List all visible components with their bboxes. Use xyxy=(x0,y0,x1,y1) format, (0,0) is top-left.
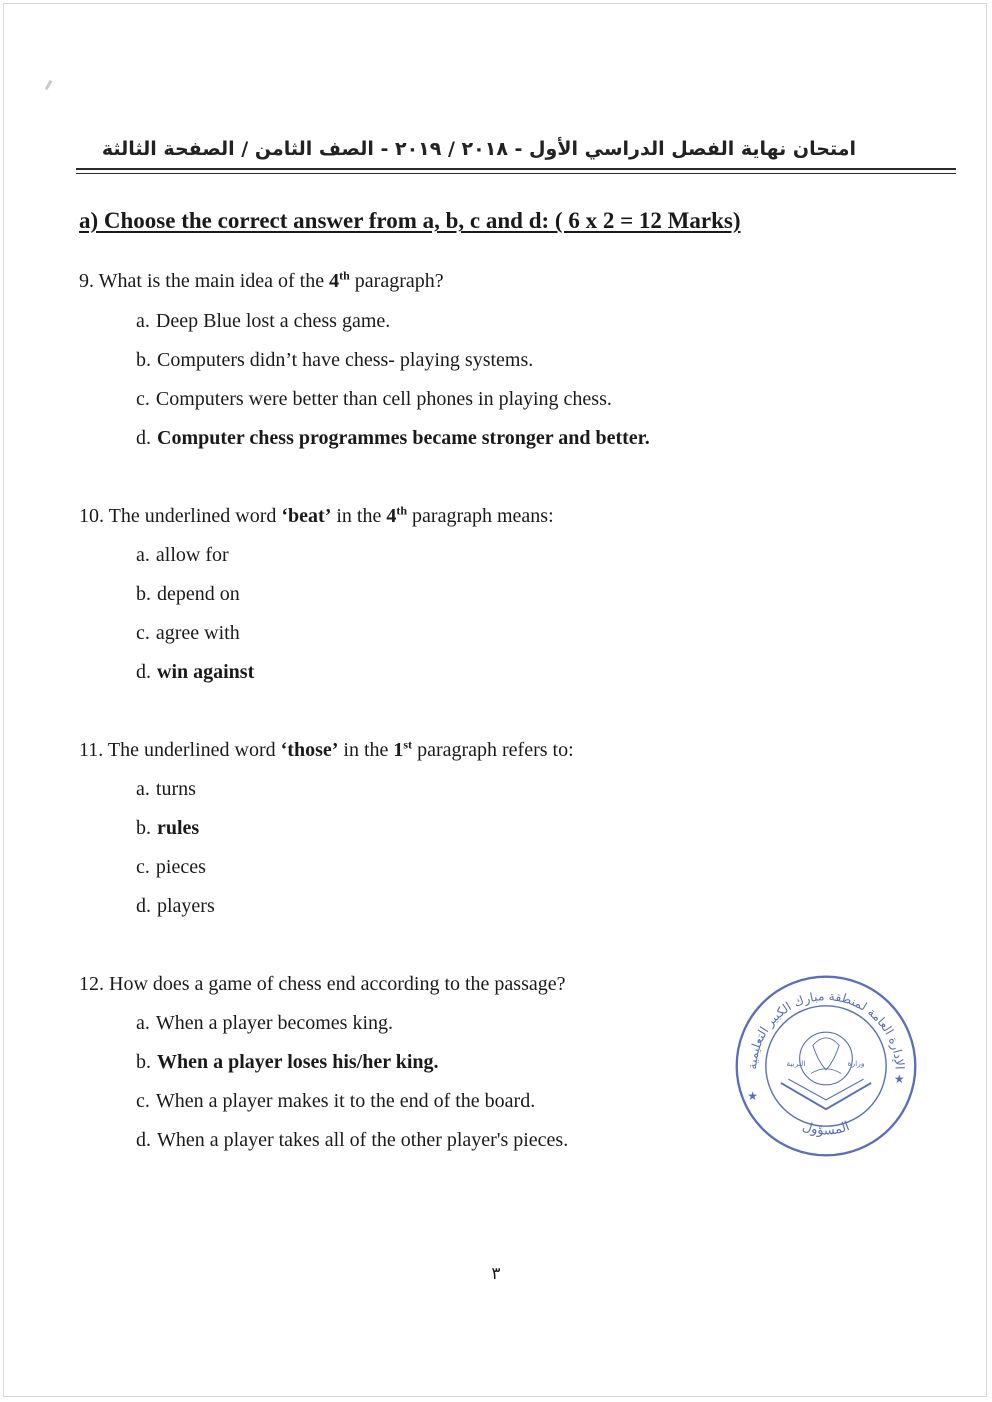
paragraph-number: 1 xyxy=(393,739,404,761)
option-9c xyxy=(136,388,612,411)
paragraph-number: 4 xyxy=(329,270,340,292)
option-label: d. xyxy=(136,427,151,449)
option-text-correct: When a player loses his/her king. xyxy=(157,1051,439,1073)
question-text-mid: in the xyxy=(338,739,394,761)
option-text: When a player makes it to the end of the board. xyxy=(155,1090,536,1112)
question-text: 12. How does a game of chess end according to the passage? xyxy=(79,973,566,995)
option-label: d. xyxy=(136,895,151,917)
seal-star-left-icon: ★ xyxy=(747,1088,759,1103)
option-text: players xyxy=(157,895,215,917)
option-10d xyxy=(136,661,254,684)
exam-header-title: امتحان نهاية الفصل الدراسي الأول - ٢٠١٨ / ٢٠١٩ - الصف الثامن / الصفحة الثالثة xyxy=(101,138,856,160)
seal-ring-text: الإدارة العامة لمنطقة مبارك الكبير التعليمية xyxy=(745,989,907,1070)
target-word: ‘those’ xyxy=(280,739,339,761)
svg-text:الإدارة العامة لمنطقة مبارك ال xyxy=(745,989,906,1070)
paragraph-number: 4 xyxy=(386,505,397,527)
option-text: allow for xyxy=(155,544,229,566)
seal-star-right-icon: ★ xyxy=(893,1071,905,1086)
option-label: b. xyxy=(136,349,151,371)
option-text: depend on xyxy=(157,583,240,605)
ordinal-suffix: th xyxy=(339,268,350,283)
ordinal-suffix: th xyxy=(396,503,408,518)
option-9d xyxy=(136,427,650,450)
option-text: Computers didn’t have chess- playing systems. xyxy=(157,349,534,371)
svg-text:المسؤول xyxy=(800,1119,851,1139)
option-label: a. xyxy=(136,310,150,332)
question-10 xyxy=(79,505,554,528)
option-11a xyxy=(136,778,196,801)
option-label: b. xyxy=(136,1051,151,1073)
option-label: b. xyxy=(136,583,151,605)
question-text-end: paragraph refers to: xyxy=(412,739,574,761)
question-9 xyxy=(79,270,444,293)
option-label: b. xyxy=(136,817,151,839)
ordinal-suffix: st xyxy=(403,737,413,752)
option-text-correct: rules xyxy=(157,817,200,839)
seal-bottom-text: المسؤول xyxy=(800,1119,852,1139)
seal-inner-left: التربية xyxy=(786,1059,806,1068)
seal-inner-right: وزارة xyxy=(847,1059,865,1068)
option-label: c. xyxy=(136,856,150,878)
option-12c xyxy=(136,1090,535,1113)
option-text-correct: win against xyxy=(157,661,255,683)
question-text-mid: in the xyxy=(331,505,387,527)
option-text: Deep Blue lost a chess game. xyxy=(155,310,391,332)
option-11c xyxy=(136,856,206,879)
option-text: Computers were better than cell phones in playing chess. xyxy=(155,388,612,410)
question-text-end: paragraph? xyxy=(349,270,444,292)
question-11 xyxy=(79,739,574,762)
option-text-correct: Computer chess programmes became stronger and better. xyxy=(157,427,650,449)
option-10c xyxy=(136,622,240,645)
option-label: c. xyxy=(136,1090,150,1112)
option-label: a. xyxy=(136,1012,150,1034)
option-11d xyxy=(136,895,215,918)
option-text: pieces xyxy=(155,856,206,878)
header-rule-thin xyxy=(76,173,956,174)
question-12 xyxy=(79,973,566,996)
option-label: c. xyxy=(136,388,150,410)
option-label: a. xyxy=(136,778,150,800)
option-text: When a player becomes king. xyxy=(155,1012,394,1034)
option-label: c. xyxy=(136,622,150,644)
option-11b xyxy=(136,817,199,840)
question-text: 11. The underlined word xyxy=(79,739,281,761)
question-text: 9. What is the main idea of the xyxy=(79,270,330,292)
option-12d xyxy=(136,1129,568,1152)
option-12b xyxy=(136,1051,439,1074)
option-label: d. xyxy=(136,1129,151,1151)
option-9b xyxy=(136,349,533,372)
option-label: a. xyxy=(136,544,150,566)
option-text: turns xyxy=(155,778,196,800)
option-12a xyxy=(136,1012,393,1035)
option-9a xyxy=(136,310,390,333)
section-heading: a) Choose the correct answer from a, b, c and d: ( 6 x 2 = 12 Marks) xyxy=(79,208,741,233)
official-seal xyxy=(732,972,920,1160)
target-word: ‘beat’ xyxy=(281,505,332,527)
page-number: ٣ xyxy=(491,1264,501,1284)
option-label: d. xyxy=(136,661,151,683)
header-rule xyxy=(76,168,956,170)
question-text-end: paragraph means: xyxy=(407,505,554,527)
option-text: agree with xyxy=(155,622,240,644)
question-text: 10. The underlined word xyxy=(79,505,282,527)
option-10b xyxy=(136,583,240,606)
option-10a xyxy=(136,544,229,567)
option-text: When a player takes all of the other player's pieces. xyxy=(157,1129,569,1151)
